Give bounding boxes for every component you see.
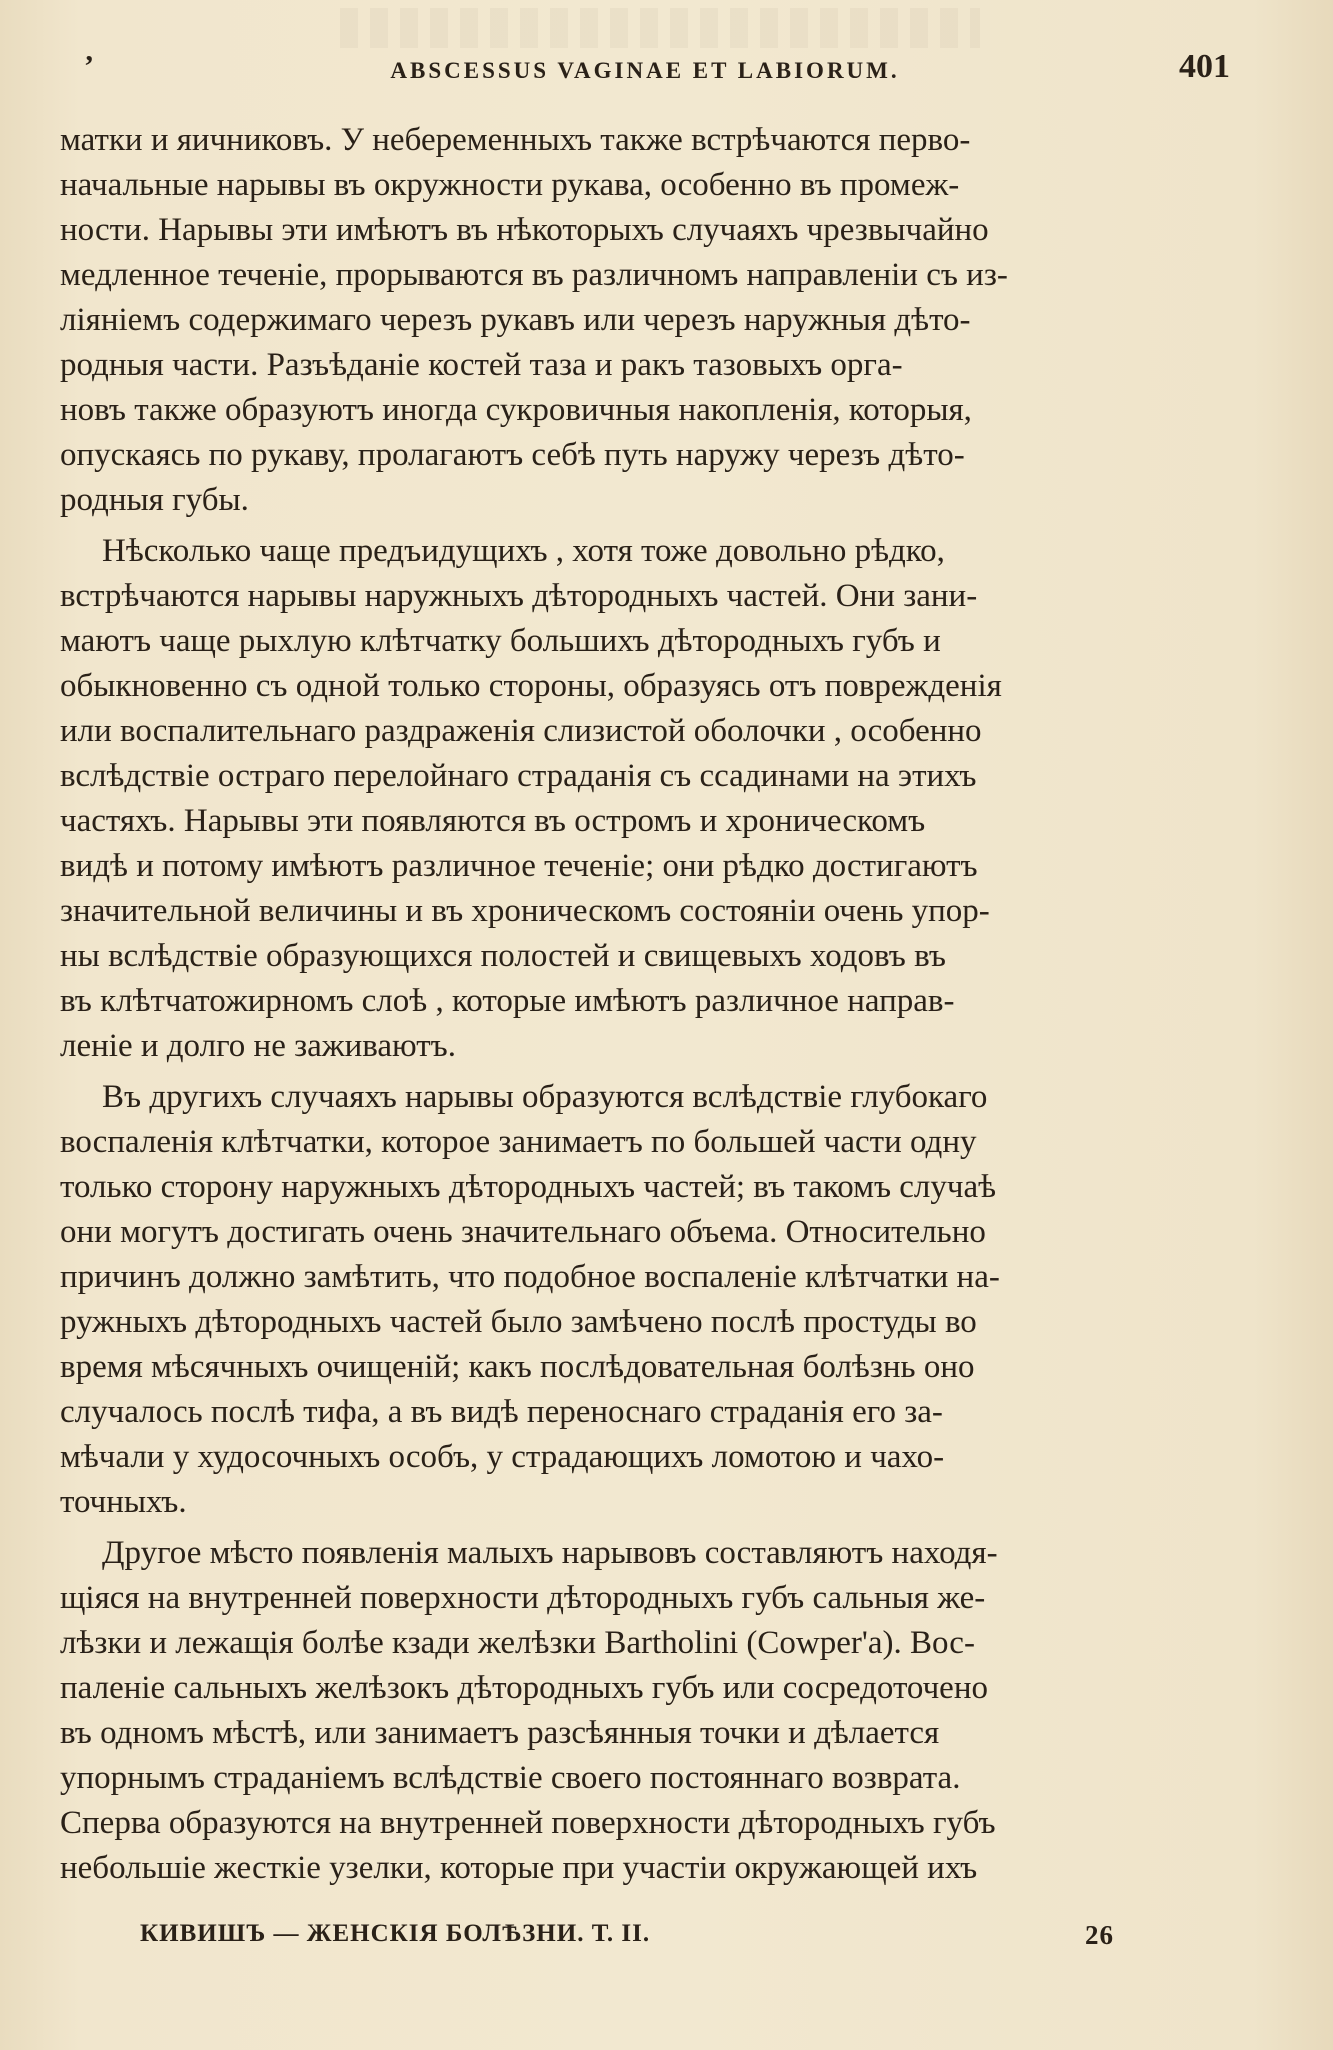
header-mark: ʼ <box>84 50 94 83</box>
footer-signature: КИВИШЪ — ЖЕНСКІЯ БОЛѢЗНИ. Т. II. <box>140 1920 651 1947</box>
page-footer <box>140 1920 1140 1960</box>
sheet-number: 26 <box>1085 1920 1114 1950</box>
paragraph-3: Въ другихъ случаяхъ нарывы образуются вслѣдствіе глубокаго воспаленія клѣтчатки, которое занимаетъ по большей части одну только сторону наружныхъ дѣтородныхъ частей; въ такомъ случаѣ они могутъ достигать очень значительнаго объема. Относительно причинъ должно замѣтить, что подобное воспаленіе клѣтчатки на- ружныхъ дѣтородныхъ частей было замѣчено послѣ простуды во время мѣсячныхъ очищеній; какъ послѣдовательная болѣзнь оно случалось послѣ тифа, а въ видѣ переноснаго страданія его за- мѣчали у худосочныхъ особъ, у страдающихъ ломотою и чахо- точныхъ. <box>60 1079 1000 1520</box>
paragraph-4: Другое мѣсто появленія малыхъ нарывовъ составляютъ находя- щіяся на внутренней поверхности дѣтородныхъ губъ сальныя же- лѣзки и лежащія болѣе кзади желѣзки Bartholini (Cowper'а). Вос- паленіе сальныхъ желѣзокъ дѣтородныхъ губъ или сосредоточено въ одномъ мѣстѣ, или занимаетъ разсѣянныя точки и дѣлается упорнымъ страданіемъ вслѣдствіе своего постояннаго возврата. Сперва образуются на внутренней поверхности дѣтородныхъ губъ небольшіе жесткіе узелки, которые при участіи окружающей ихъ <box>60 1535 998 1886</box>
page-header <box>60 48 1230 98</box>
paragraph-2: Нѣсколько чаще предъидущихъ , хотя тоже довольно рѣдко, встрѣчаются нарывы наружныхъ дѣтородныхъ частей. Они зани- маютъ чаще рыхлую клѣтчатку большихъ дѣтородныхъ губъ и обыкновенно съ одной только стороны, образуясь отъ поврежденія или воспалительнаго раздраженія слизистой оболочки , особенно вслѣдствіе остраго перелойнаго страданія съ ссадинами на этихъ частяхъ. Нарывы эти появляются въ остромъ и хроническомъ видѣ и потому имѣютъ различное теченіе; они рѣдко достигаютъ значительной величины и въ хроническомъ состояніи очень упор- ны вслѣдствіе образующихся полостей и свищевыхъ ходовъ въ въ клѣтчатожирномъ слоѣ , которые имѣютъ различное направ- леніе и долго не заживаютъ. <box>60 533 1002 1064</box>
running-title: ABSCESSUS VAGINAE ET LABIORUM. <box>390 58 900 83</box>
paragraph-1: матки и яичниковъ. У небеременныхъ также встрѣчаются перво- начальные нарывы въ окружности рукава, особенно въ промеж- ности. Нарывы эти имѣютъ въ нѣкоторыхъ случаяхъ чрезвычайно медленное теченіе, прорываются въ различномъ направленіи съ из- ліяніемъ содержимаго черезъ рукавъ или черезъ наружныя дѣто- родныя части. Разъѣданіе костей таза и ракъ тазовыхъ орга- новъ также образуютъ иногда сукровичныя накопленія, которыя, опускаясь по рукаву, пролагаютъ себѣ путь наружу черезъ дѣто- родныя губы. <box>60 122 1008 518</box>
body-text <box>60 118 1210 1897</box>
page-number: 401 <box>1179 48 1230 85</box>
show-through-texture <box>340 8 980 48</box>
